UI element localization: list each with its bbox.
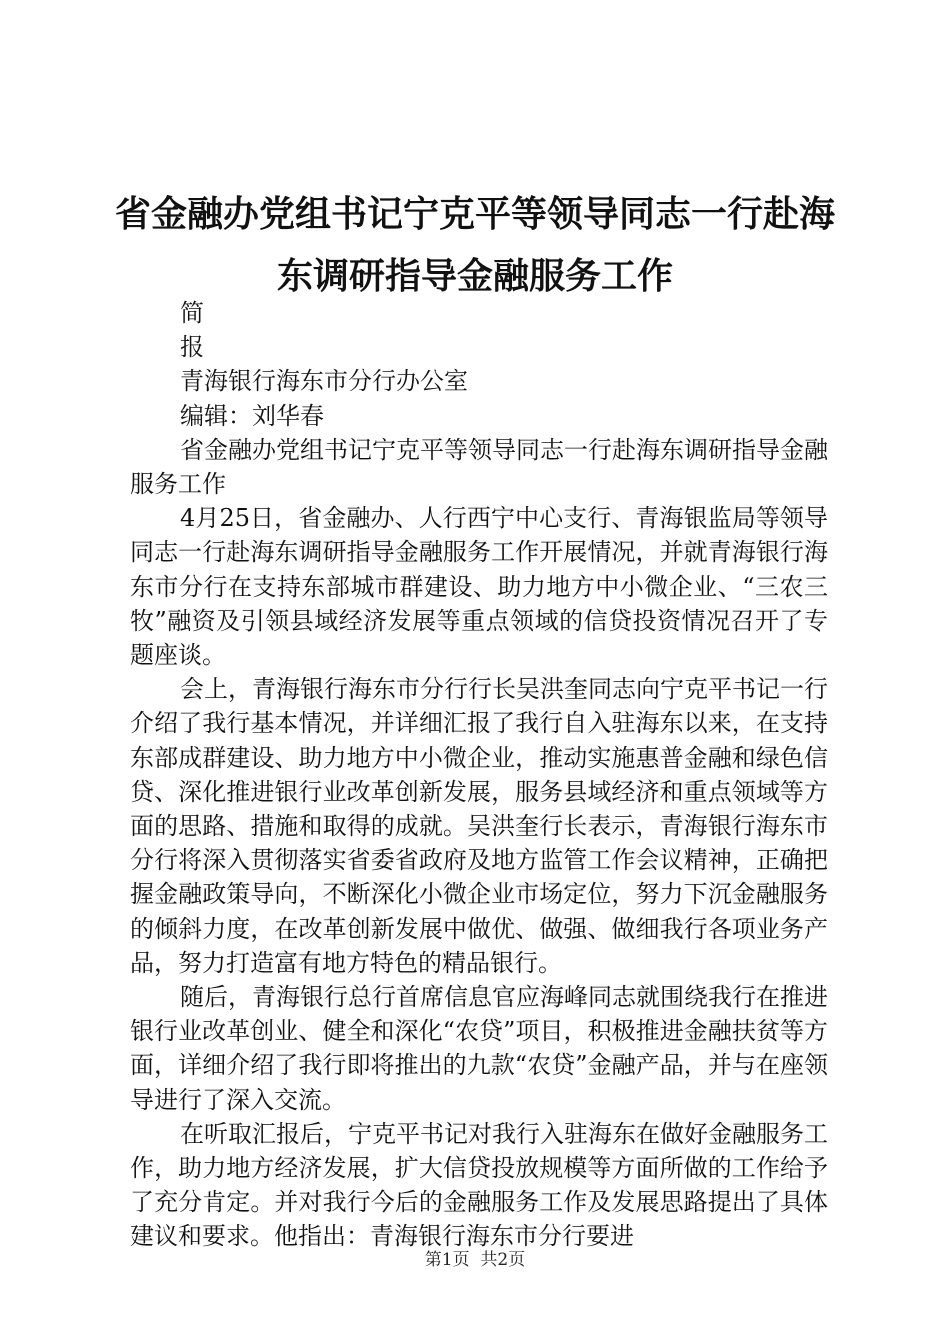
body-paragraph: 在听取汇报后，宁克平书记对我行入驻海东在做好金融服务工作，助力地方经济发展，扩大信贷投放规模等方面所做的工作给予了充分肯定。并对我行今后的金融服务工作及发展思路提出了具体建议和要求。他指出：青海银行海东市分行要进 — [130, 1119, 828, 1251]
document-title-line-1: 省金融办党组书记宁克平等领导同志一行赴海 — [114, 194, 835, 235]
page-number: 第1页 — [424, 1250, 470, 1270]
issuer-line: 青海银行海东市分行办公室 — [180, 367, 468, 396]
body-paragraph: 4月25日，省金融办、人行西宁中心支行、青海银监局等领导同志一行赴海东调研指导金融服务工作开展情况，并就青海银行海东市分行在支持东部城市群建设、助力地方中小微企业、“三农三牧”融资及引领县域经济发展等重点领域的信贷投资情况召开了专题座谈。 — [130, 504, 828, 670]
document-title-line-2: 东调研指导金融服务工作 — [276, 256, 673, 297]
body-paragraph-heading: 省金融办党组书记宁克平等领导同志一行赴海东调研指导金融服务工作 — [130, 435, 828, 499]
editor-line: 编辑：刘华春 — [180, 401, 324, 430]
document-body — [130, 296, 828, 1254]
footer-separator — [470, 1250, 481, 1270]
body-paragraph: 随后，青海银行总行首席信息官应海峰同志就围绕我行在推进银行业改革创业、健全和深化“农贷”项目，积极推进金融扶贫等方面，详细介绍了我行即将推出的九款“农贷”金融产品，并与在座领导进行了深入交流。 — [130, 983, 828, 1114]
page-footer — [0, 1245, 950, 1270]
page-total: 共2页 — [480, 1250, 526, 1270]
doc-kind-char-1: 简 — [180, 299, 204, 327]
body-paragraph: 会上，青海银行海东市分行行长吴洪奎同志向宁克平书记一行介绍了我行基本情况，并详细汇报了我行自入驻海东以来，在支持东部成群建设、助力地方中小微企业，推动实施惠普金融和绿色信贷、深化推进银行业改革创新发展，服务县域经济和重点领域等方面的思路、措施和取得的成就。吴洪奎行长表示，青海银行海东市分行将深入贯彻落实省委省政府及地方监管工作会议精神，正确把握金融政策导向，不断深化小微企业市场定位，努力下沉金融服务的倾斜力度，在改革创新发展中做优、做强、做细我行各项业务产品，努力打造富有地方特色的精品银行。 — [130, 675, 828, 977]
doc-kind-char-2: 报 — [180, 333, 204, 362]
